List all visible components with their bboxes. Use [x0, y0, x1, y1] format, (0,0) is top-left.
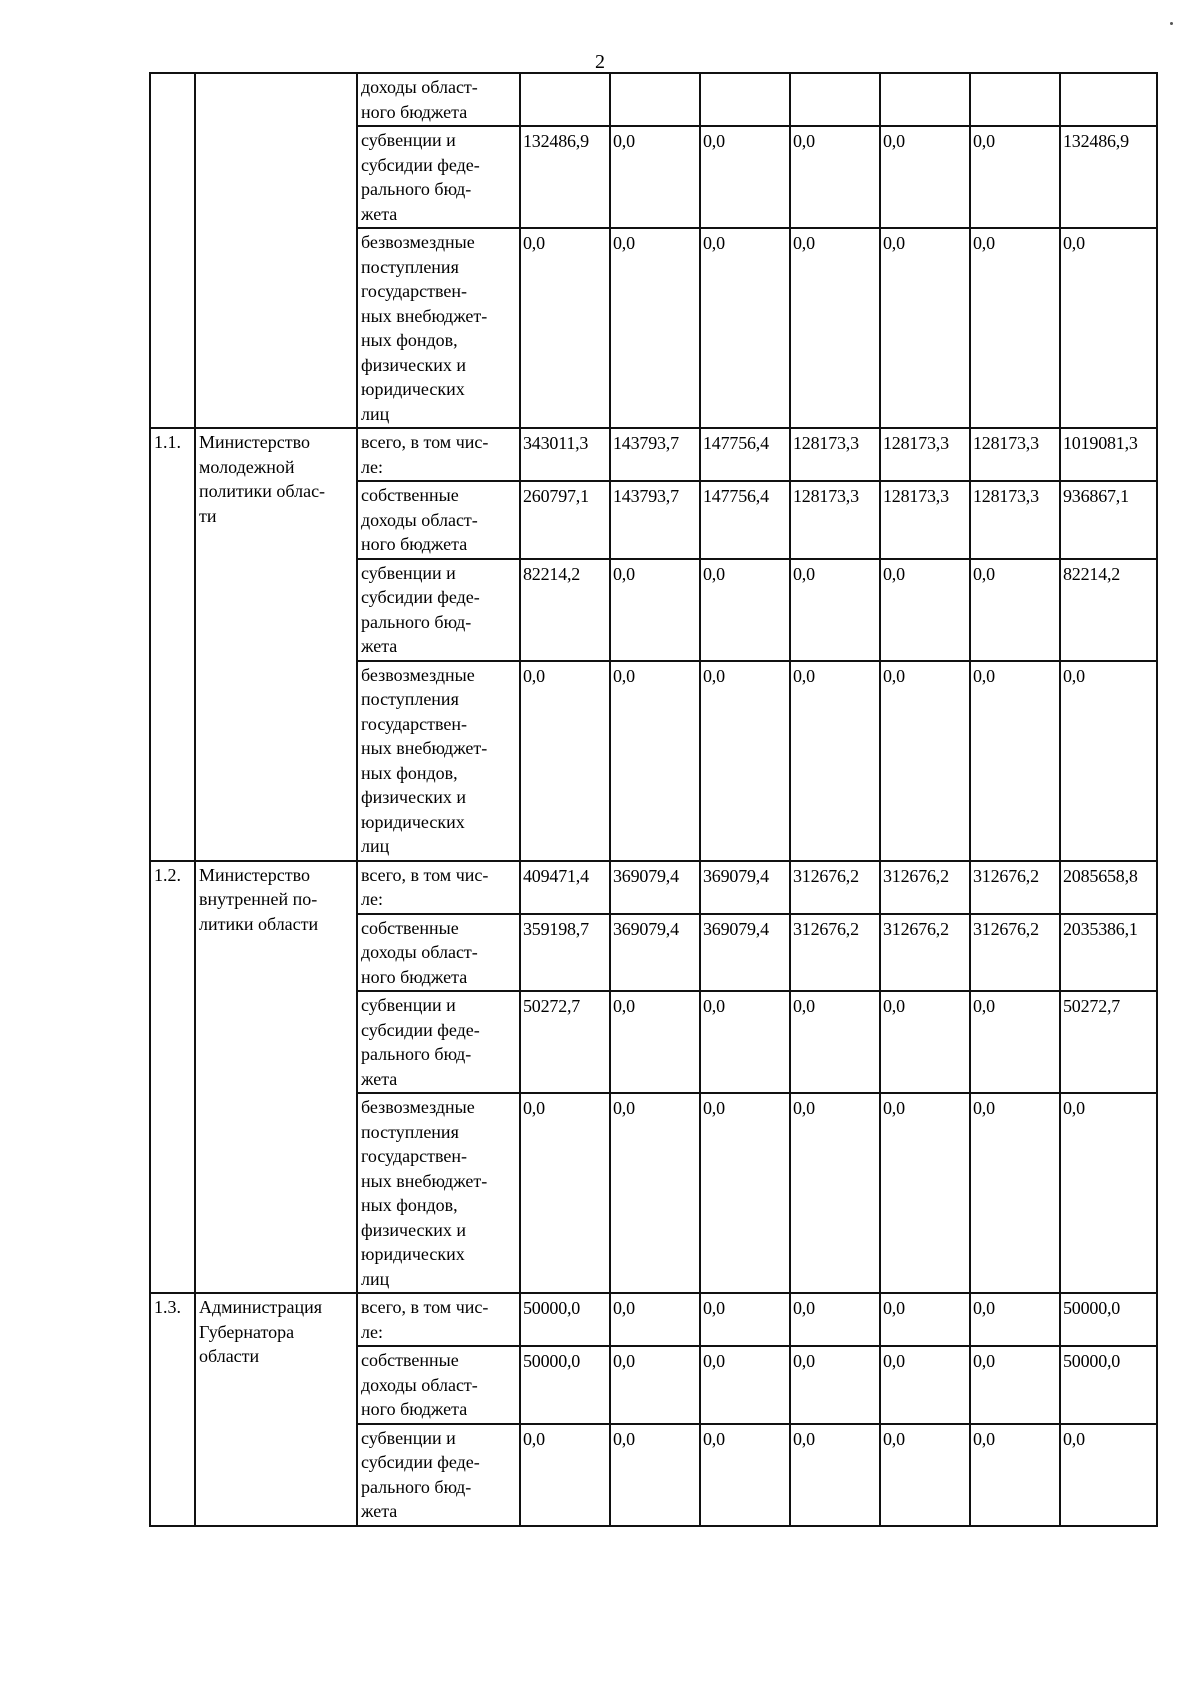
value-cell: 312676,2: [790, 861, 880, 914]
value-cell: 0,0: [970, 1293, 1060, 1346]
value-cell: 0,0: [700, 1346, 790, 1424]
funding-source-label: субвенции и субсидии феде- рального бюд- жета: [357, 126, 520, 228]
funding-source-label: всего, в том чис- ле:: [357, 861, 520, 914]
value-cell: 143793,7: [610, 481, 700, 559]
total-value-cell: 132486,9: [1060, 126, 1157, 228]
value-cell: 0,0: [880, 559, 970, 661]
value-cell: 312676,2: [970, 861, 1060, 914]
organization-name: Министерство молодежной политики облас- ти: [195, 428, 357, 861]
value-cell: 0,0: [970, 1093, 1060, 1293]
total-value-cell: [1060, 73, 1157, 126]
funding-source-label: субвенции и субсидии феде- рального бюд- жета: [357, 991, 520, 1093]
value-cell: 50272,7: [520, 991, 610, 1093]
total-value-cell: 0,0: [1060, 228, 1157, 428]
value-cell: 260797,1: [520, 481, 610, 559]
value-cell: 0,0: [700, 228, 790, 428]
funding-source-label: доходы област- ного бюджета: [357, 73, 520, 126]
section-number: 1.3.: [150, 1293, 195, 1526]
value-cell: 0,0: [610, 991, 700, 1093]
value-cell: 0,0: [790, 1424, 880, 1526]
value-cell: 0,0: [700, 1293, 790, 1346]
value-cell: 369079,4: [700, 861, 790, 914]
value-cell: 147756,4: [700, 428, 790, 481]
value-cell: [520, 73, 610, 126]
value-cell: 0,0: [700, 126, 790, 228]
value-cell: 128173,3: [790, 481, 880, 559]
value-cell: 0,0: [700, 991, 790, 1093]
section-number: 1.2.: [150, 861, 195, 1294]
value-cell: 0,0: [970, 1346, 1060, 1424]
value-cell: 0,0: [970, 661, 1060, 861]
value-cell: 0,0: [970, 1424, 1060, 1526]
value-cell: 128173,3: [880, 428, 970, 481]
value-cell: 0,0: [610, 1424, 700, 1526]
budget-table: [149, 72, 1158, 1527]
total-value-cell: 0,0: [1060, 1424, 1157, 1526]
table-row: [150, 1293, 1157, 1346]
section-number: 1.1.: [150, 428, 195, 861]
total-value-cell: 50000,0: [1060, 1346, 1157, 1424]
value-cell: 0,0: [700, 1424, 790, 1526]
value-cell: 0,0: [790, 228, 880, 428]
funding-source-label: собственные доходы област- ного бюджета: [357, 914, 520, 992]
funding-source-label: субвенции и субсидии феде- рального бюд- жета: [357, 559, 520, 661]
value-cell: 0,0: [970, 126, 1060, 228]
value-cell: 0,0: [970, 228, 1060, 428]
value-cell: 312676,2: [880, 861, 970, 914]
value-cell: 0,0: [880, 126, 970, 228]
value-cell: 0,0: [610, 1093, 700, 1293]
total-value-cell: 50000,0: [1060, 1293, 1157, 1346]
value-cell: 0,0: [880, 1424, 970, 1526]
funding-source-label: безвозмездные поступления государствен- ных внебюджет- ных фондов, физических и юридических лиц: [357, 1093, 520, 1293]
value-cell: 0,0: [790, 661, 880, 861]
total-value-cell: 2085658,8: [1060, 861, 1157, 914]
value-cell: 0,0: [790, 1346, 880, 1424]
value-cell: 50000,0: [520, 1293, 610, 1346]
funding-source-label: всего, в том чис- ле:: [357, 428, 520, 481]
total-value-cell: 2035386,1: [1060, 914, 1157, 992]
value-cell: 143793,7: [610, 428, 700, 481]
total-value-cell: 1019081,3: [1060, 428, 1157, 481]
value-cell: [610, 73, 700, 126]
value-cell: 82214,2: [520, 559, 610, 661]
value-cell: 0,0: [520, 1093, 610, 1293]
page-number: 2: [595, 51, 605, 73]
value-cell: 0,0: [880, 1093, 970, 1293]
value-cell: 359198,7: [520, 914, 610, 992]
value-cell: 0,0: [970, 991, 1060, 1093]
value-cell: 0,0: [880, 1293, 970, 1346]
value-cell: 0,0: [610, 1346, 700, 1424]
funding-source-label: собственные доходы област- ного бюджета: [357, 481, 520, 559]
value-cell: 0,0: [880, 991, 970, 1093]
value-cell: 0,0: [970, 559, 1060, 661]
value-cell: 0,0: [880, 1346, 970, 1424]
organization-name: [195, 73, 357, 428]
value-cell: 369079,4: [610, 861, 700, 914]
table-row: [150, 428, 1157, 481]
organization-name: Администрация Губернатора области: [195, 1293, 357, 1526]
value-cell: 128173,3: [970, 481, 1060, 559]
value-cell: 0,0: [520, 661, 610, 861]
value-cell: 0,0: [880, 661, 970, 861]
value-cell: 128173,3: [880, 481, 970, 559]
value-cell: 0,0: [790, 1293, 880, 1346]
value-cell: [970, 73, 1060, 126]
value-cell: 312676,2: [970, 914, 1060, 992]
value-cell: 369079,4: [610, 914, 700, 992]
value-cell: 0,0: [700, 559, 790, 661]
table-row: [150, 861, 1157, 914]
value-cell: 343011,3: [520, 428, 610, 481]
value-cell: 0,0: [610, 126, 700, 228]
value-cell: [700, 73, 790, 126]
total-value-cell: 50272,7: [1060, 991, 1157, 1093]
value-cell: 132486,9: [520, 126, 610, 228]
value-cell: 409471,4: [520, 861, 610, 914]
total-value-cell: 936867,1: [1060, 481, 1157, 559]
value-cell: 128173,3: [790, 428, 880, 481]
value-cell: 0,0: [520, 228, 610, 428]
organization-name: Министерство внутренней по- литики области: [195, 861, 357, 1294]
value-cell: [790, 73, 880, 126]
value-cell: 0,0: [610, 661, 700, 861]
value-cell: 0,0: [880, 228, 970, 428]
funding-source-label: безвозмездные поступления государствен- ных внебюджет- ных фондов, физических и юридических лиц: [357, 228, 520, 428]
value-cell: 0,0: [610, 1293, 700, 1346]
total-value-cell: 82214,2: [1060, 559, 1157, 661]
value-cell: 0,0: [610, 559, 700, 661]
value-cell: 0,0: [700, 661, 790, 861]
value-cell: 128173,3: [970, 428, 1060, 481]
value-cell: 312676,2: [880, 914, 970, 992]
budget-table-body: [150, 73, 1157, 1526]
value-cell: 0,0: [520, 1424, 610, 1526]
value-cell: 50000,0: [520, 1346, 610, 1424]
total-value-cell: 0,0: [1060, 1093, 1157, 1293]
value-cell: 0,0: [790, 559, 880, 661]
value-cell: 369079,4: [700, 914, 790, 992]
value-cell: 147756,4: [700, 481, 790, 559]
value-cell: 312676,2: [790, 914, 880, 992]
funding-source-label: всего, в том чис- ле:: [357, 1293, 520, 1346]
value-cell: 0,0: [790, 1093, 880, 1293]
funding-source-label: безвозмездные поступления государствен- ных внебюджет- ных фондов, физических и юридических лиц: [357, 661, 520, 861]
total-value-cell: 0,0: [1060, 661, 1157, 861]
value-cell: [880, 73, 970, 126]
table-row: [150, 73, 1157, 126]
value-cell: 0,0: [790, 126, 880, 228]
funding-source-label: субвенции и субсидии феде- рального бюд- жета: [357, 1424, 520, 1526]
value-cell: 0,0: [790, 991, 880, 1093]
funding-source-label: собственные доходы област- ного бюджета: [357, 1346, 520, 1424]
value-cell: 0,0: [610, 228, 700, 428]
value-cell: 0,0: [700, 1093, 790, 1293]
scan-speck: [1170, 22, 1173, 25]
section-number: [150, 73, 195, 428]
